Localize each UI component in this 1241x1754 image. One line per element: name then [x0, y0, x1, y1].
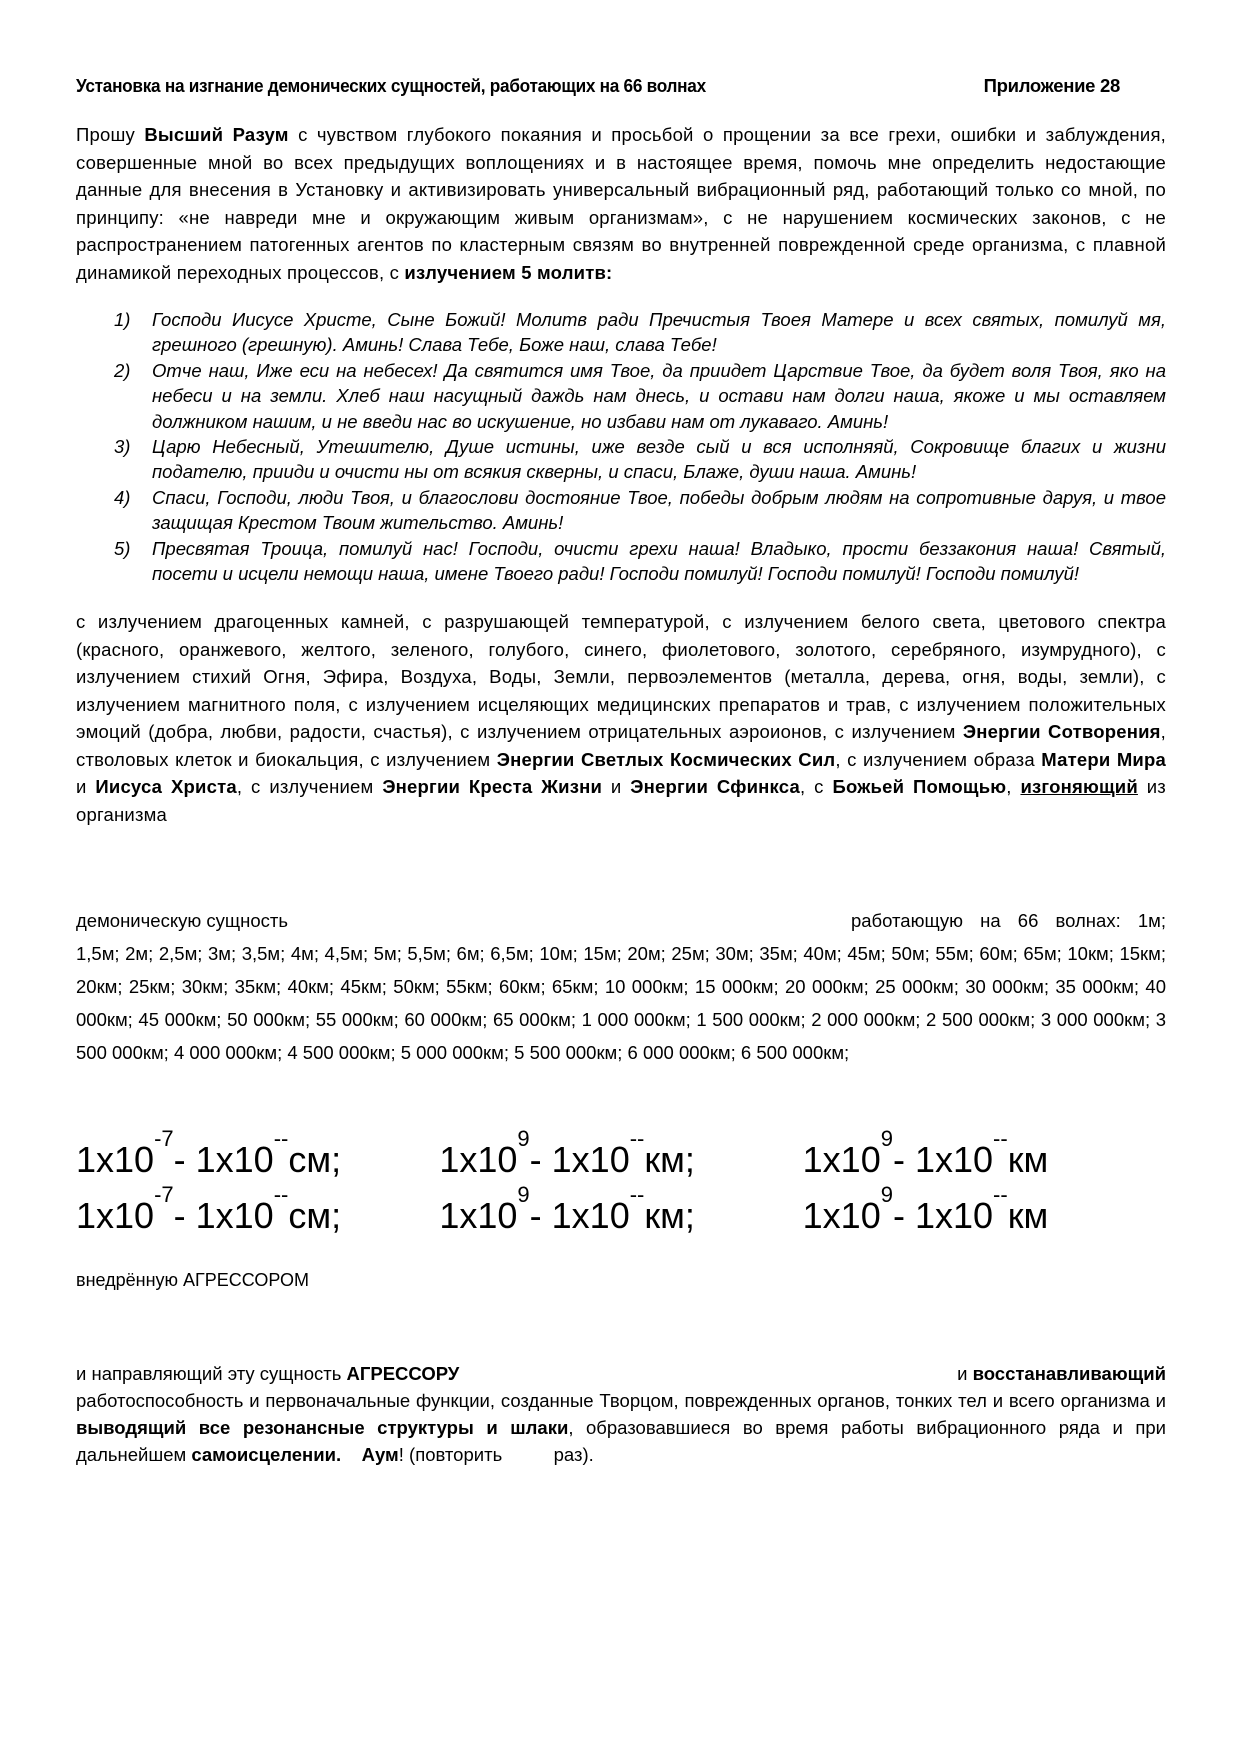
- waves-list: 1,5м; 2м; 2,5м; 3м; 3,5м; 4м; 4,5м; 5м; 5,5м; 6м; 6,5м; 10м; 15м; 20м; 25м; 30м; 35м; 40м; 45м; 50м; 55м; 60м; 65м; 10км; 15км; 20км; 25км; 30км; 35км; 40км; 45км; 50км; 55км; 60км; 65км; 10 000км; 15 000км; 20 000км; 25 000км; 30 000км; 35 000км; 40 000км; 45 000км; 50 000км; 55 000км; 60 000км; 65 000км; 1 000 000км; 1 500 000км; 2 000 000км; 2 500 000км; 3 000 000км; 3 500 000км; 4 000 000км; 4 500 000км; 5 000 000км; 5 500 000км; 6 000 000км; 6 500 000км;: [76, 943, 1166, 1064]
- prayer-text: Спаси, Господи, люди Твоя, и благослови достояние Твое, победы добрым людям на сопротивные даруя, и твое защищая Крестом Твоим жительство. Аминь!: [152, 486, 1166, 534]
- formula-cell: $1x10^9-$ 1x10--км: [802, 1182, 1049, 1237]
- waves-section: [76, 904, 1166, 1069]
- prayer-item: [76, 434, 1166, 485]
- implanted-by-aggressor: внедрённую АГРЕССОРОМ: [76, 1270, 309, 1291]
- prayer-number: 3): [114, 436, 131, 458]
- final-paragraph: [76, 1360, 1166, 1468]
- prayer-item: [76, 358, 1166, 434]
- document-title: Установка на изгнание демонических сущностей, работающих на 66 волнах: [76, 75, 706, 96]
- final-row-left: и направляющий эту сущность АГРЕССОРУ: [76, 1363, 460, 1385]
- emission-text: , с: [799, 776, 833, 798]
- intro-text-2: с чувством глубокого покаяния и просьбой о прощении за все грехи, ошибки и заблуждения, совершенные мной во всех предыдущих воплощениях и в настоящее время, помочь мне определить недостающие данные для внесения в Установку и активизировать универсальный вибрационный ряд, работающий только со мной, по принципу: «не навреди мне и окружающим живым организмам», с не нарушением космических законов, с не распространением патогенных агентов по кластерным связям во внутренней поврежденной среде организма, с плавной динамикой переходных процессов, с: [76, 124, 1166, 283]
- prayer-text: Пресвятая Троица, помилуй нас! Господи, очисти грехи наша! Владыко, прости беззакония наша! Святый, посети и исцели немощи наша, имене Твоего ради! Господи помилуй! Господи помилуй! Господи помилуй!: [152, 537, 1166, 585]
- emission-text: с излучением драгоценных камней, с разрушающей температурой, с излучением белого света, цветового спектра (красного, оранжевого, желтого, зеленого, голубого, синего, фиолетового, золотого, серебряного, изумрудного), с излучением стихий Огня, Эфира, Воздуха, Воды, Земли, первоэлементов (металла, дерева, огня, воды, земли), с излучением магнитного поля, с излучением исцеляющих медицинских препаратов и трав, с излучением положительных эмоций (добра, любви, радости, счастья), с излучением отрицательных аэроионов, с излучением: [76, 611, 1166, 743]
- prayer-number: 5): [114, 537, 131, 559]
- waves-working-label: работающую на 66 волнах: 1м;: [850, 910, 1166, 932]
- emission-text: и: [602, 776, 631, 798]
- final-first-row: [76, 1360, 1166, 1387]
- emission-underlined-expelling: изгоняющий: [1020, 776, 1138, 798]
- emission-bold: Энергии Креста Жизни: [382, 776, 603, 798]
- prayer-text: Отче наш, Иже еси на небесех! Да святится имя Твое, да приидет Царствие Твое, да будет воля Твоя, яко на небеси и на земли. Хлеб наш насущный даждь нам днесь, и остави нам долги наша, якоже и мы оставляем должником нашим, и не введи нас во искушение, но избави нам от лукаваго. Аминь!: [152, 359, 1166, 432]
- intro-bold-higher-mind: Высший Разум: [144, 124, 289, 145]
- prayer-item: [76, 485, 1166, 536]
- prayer-list: [76, 307, 1166, 586]
- prayer-number: 2): [114, 359, 131, 381]
- emission-paragraph: [76, 608, 1166, 828]
- document-header: [76, 74, 1166, 98]
- emission-text: , с излучением образа: [835, 748, 1042, 770]
- formula-cell: $1x10^9-$ 1x10--км: [802, 1126, 1049, 1181]
- emission-bold: Матери Мира: [1041, 748, 1166, 770]
- appendix-label: Приложение 28: [983, 75, 1120, 96]
- formula-cell: $1x10^{-7}-$ 1x10--см;: [76, 1182, 342, 1237]
- aum-bold: Аум: [361, 1444, 399, 1466]
- self-healing-bold: самоисцелении.: [191, 1444, 342, 1466]
- prayer-text: Царю Небесный, Утешителю, Душе истины, иже везде сый и вся исполняяй, Сокровище благих и жизни подателю, прииди и очисти ны от всякия скверны, и спаси, Блаже, души наша. Аминь!: [152, 436, 1166, 483]
- document-page: [76, 74, 1166, 1468]
- formula-row: [76, 1126, 1166, 1188]
- intro-paragraph: [76, 121, 1166, 286]
- emission-text: , с излучением: [236, 776, 383, 798]
- prayer-number: 4): [114, 486, 131, 508]
- waves-header-row: [76, 904, 1166, 937]
- emission-text: ,: [1006, 776, 1021, 798]
- formula-row: [76, 1182, 1166, 1244]
- emission-bold: Божьей Помощью: [832, 776, 1007, 798]
- final-body: работоспособность и первоначальные функции, созданные Творцом, поврежденных органов, тонких тел и всего организма и выводящий все резонансные структуры и шлаки, образовавшиеся во время работы вибрационного ряда и при дальнейшем самоисцелении. Аум! (повторить раз).: [76, 1390, 1166, 1466]
- emission-text: , стволовых клеток и биокальция, с излучением: [76, 721, 1166, 770]
- prayer-number: 1): [114, 309, 131, 330]
- intro-text-1: Прошу: [76, 124, 145, 145]
- emission-bold: Иисуса Христа: [95, 776, 237, 798]
- restoring-bold: восстанавливающий: [972, 1363, 1166, 1385]
- emission-bold: Энергии Сотворения: [962, 721, 1161, 743]
- formula-block: [76, 1126, 1166, 1244]
- emission-text: из организма: [76, 776, 1166, 825]
- emission-bold: Энергии Светлых Космических Сил: [496, 748, 836, 770]
- removing-structures-bold: выводящий все резонансные структуры и шлаки: [76, 1417, 569, 1439]
- prayer-item: [76, 307, 1166, 358]
- final-row-right: и восстанавливающий: [957, 1363, 1166, 1385]
- emission-bold: Энергии Сфинкса: [630, 776, 800, 798]
- aggressor-bold: АГРЕССОРУ: [346, 1363, 460, 1385]
- emission-text: и: [76, 776, 96, 798]
- intro-bold-5-prayers: излучением 5 молитв:: [404, 261, 613, 283]
- prayer-item: [76, 536, 1166, 587]
- formula-cell: $1x10^{-7}-$ 1x10--см;: [76, 1126, 342, 1181]
- formula-cell: $1x10^9-$ 1x10--км;: [439, 1126, 695, 1181]
- prayer-text: Господи Иисусе Христе, Сыне Божий! Молитв ради Пречистыя Твоея Матере и всех святых, помилуй мя, грешного (грешную). Аминь! Слава Тебе, Боже наш, слава Тебе!: [152, 309, 1166, 356]
- entity-label: демоническую сущность: [76, 910, 288, 932]
- formula-cell: $1x10^9-$ 1x10--км;: [439, 1182, 695, 1237]
